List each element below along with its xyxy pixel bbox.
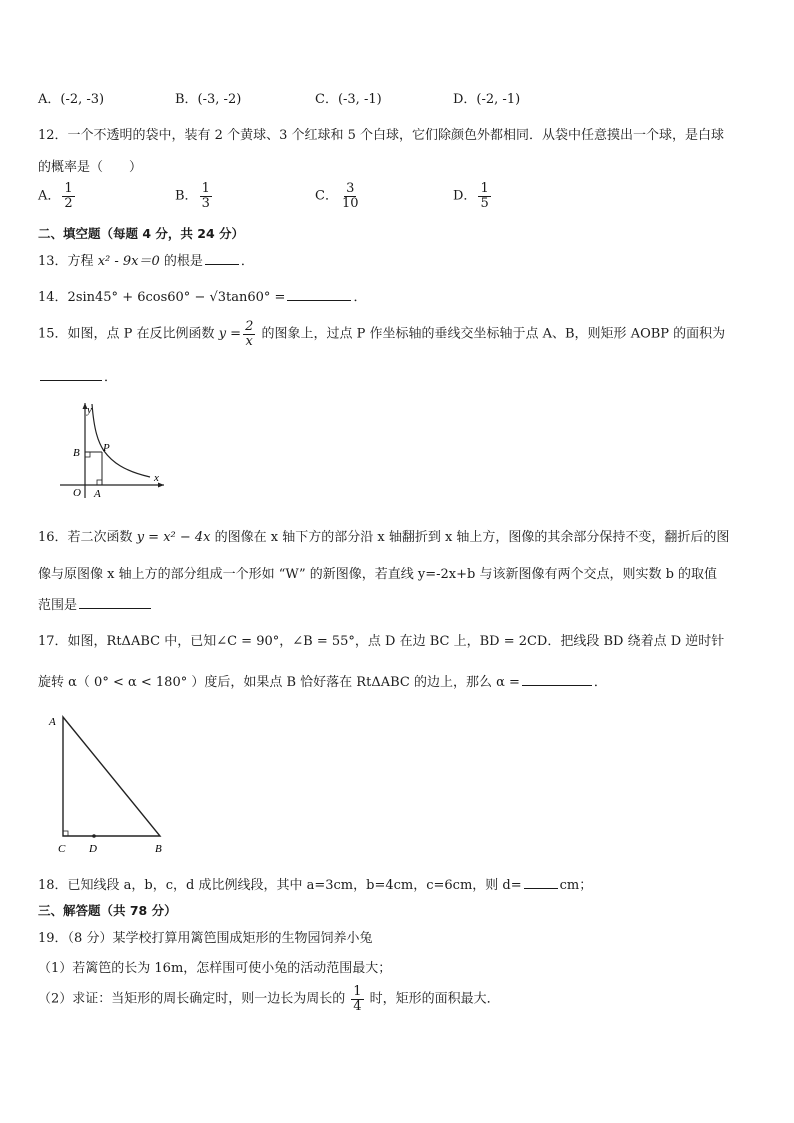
q17-stem-line2: 旋转 α（ 0° < α < 180° ）度后，如果点 B 恰好落在 RtΔABC 的边上，那么 α = ． [38,675,607,690]
q12-stem-line1: 12．一个不透明的袋中，装有 2 个黄球、3 个红球和 5 个白球，它们除颜色外都相同．从袋中任意摸出一个球，是白球 [38,128,725,143]
q12-option-c: C． $\frac{3}{10}$ [315,181,359,211]
right-angle-mark-b [85,452,90,457]
q19-part1: （1）若篱笆的长为 16m，怎样围可使小兔的活动范围最大； [38,961,392,976]
label-d: D [89,843,97,855]
q15-answer-blank[interactable] [40,379,102,381]
q15-stem-line2: ． [38,366,117,385]
hyperbola-curve [92,404,150,477]
q14: 14．2sin45° + 6cos60° − √3tan60° = ． [38,290,367,305]
q17-answer-blank[interactable] [522,684,592,686]
triangle-abc [63,717,160,836]
point-d [92,834,96,838]
q19-stem: 19．（8 分）某学校打算用篱笆围成矩形的生物园饲养小兔 [38,931,373,946]
right-angle-mark-a [97,480,102,485]
q18: 18．已知线段 a，b，c，d 成比例线段，其中 a=3cm，b=4cm，c=6cm，则 d= cm； [38,878,593,893]
q17-triangle-figure [44,710,174,856]
q13: 13．方程 x² - 9x＝0 的根是 ． [38,254,254,269]
q14-expression: 2sin45° + 6cos60° − √3tan60° = [67,290,286,305]
label-c: C [58,843,66,855]
label-b: B [73,447,80,459]
q17-stem-line1: 17．如图，RtΔABC 中，已知∠C = 90°，∠B = 55°，点 D 在边 BC 上，BD = 2CD．把线段 BD 绕着点 D 逆时针 [38,634,725,649]
q15-stem-line1: 15．如图，点 P 在反比例函数 y = $\frac{2}{x}$ 的图象上，过点 P 作坐标轴的垂线交坐标轴于点 A、B，则矩形 AOBP 的面积为 [38,319,726,349]
q11-option-d: D．(-2, -1) [453,92,521,107]
q16-stem-line2: 像与原图像 x 轴上方的部分组成一个形如 “W” 的新图像，若直线 y=-2x+b 与该新图像有两个交点，则实数 b 的取值 [38,567,718,582]
q15-graph-figure [56,398,168,502]
label-y: y [87,404,92,416]
section-heading-solutions: 三、解答题（共 78 分） [38,903,177,918]
q19-part2: （2）求证：当矩形的周长确定时，则一边长为周长的 $\frac{1}{4}$ 时，矩形的面积最大． [38,984,500,1014]
q12-stem-line2: 的概率是（ ） [38,160,143,175]
label-b: B [155,843,162,855]
q18-answer-blank[interactable] [524,887,558,889]
q12-option-d: D． $\frac{1}{5}$ [453,181,489,211]
q16-answer-blank[interactable] [79,607,151,609]
label-a: A [94,488,101,500]
x-axis-arrow [158,483,164,488]
q13-answer-blank[interactable] [205,263,239,265]
q11-option-c: C．(-3, -1) [315,92,382,107]
q13-equation: x² - 9x＝0 [97,254,160,269]
q14-answer-blank[interactable] [287,299,351,301]
q16-function: y = x² − 4x [136,530,211,545]
q11-option-b: B．(-3, -2) [175,92,242,107]
q16-stem-line1: 16．若二次函数 y = x² − 4x 的图像在 x 轴下方的部分沿 x 轴翻折到 x 轴上方，图像的其余部分保持不变，翻折后的图 [38,530,730,545]
right-angle-mark-c [63,831,68,836]
section-heading-fill-in: 二、填空题（每题 4 分，共 24 分） [38,226,245,241]
label-p: P [103,442,110,454]
label-x: x [154,472,159,484]
label-a: A [49,716,56,728]
label-o: O [73,487,81,499]
q12-option-b: B． $\frac{1}{3}$ [175,181,210,211]
q16-stem-line3: 范围是 [38,594,153,613]
q12-option-a: A． $\frac{1}{2}$ [38,181,73,211]
q11-option-a: A．(-2, -3) [38,92,105,107]
